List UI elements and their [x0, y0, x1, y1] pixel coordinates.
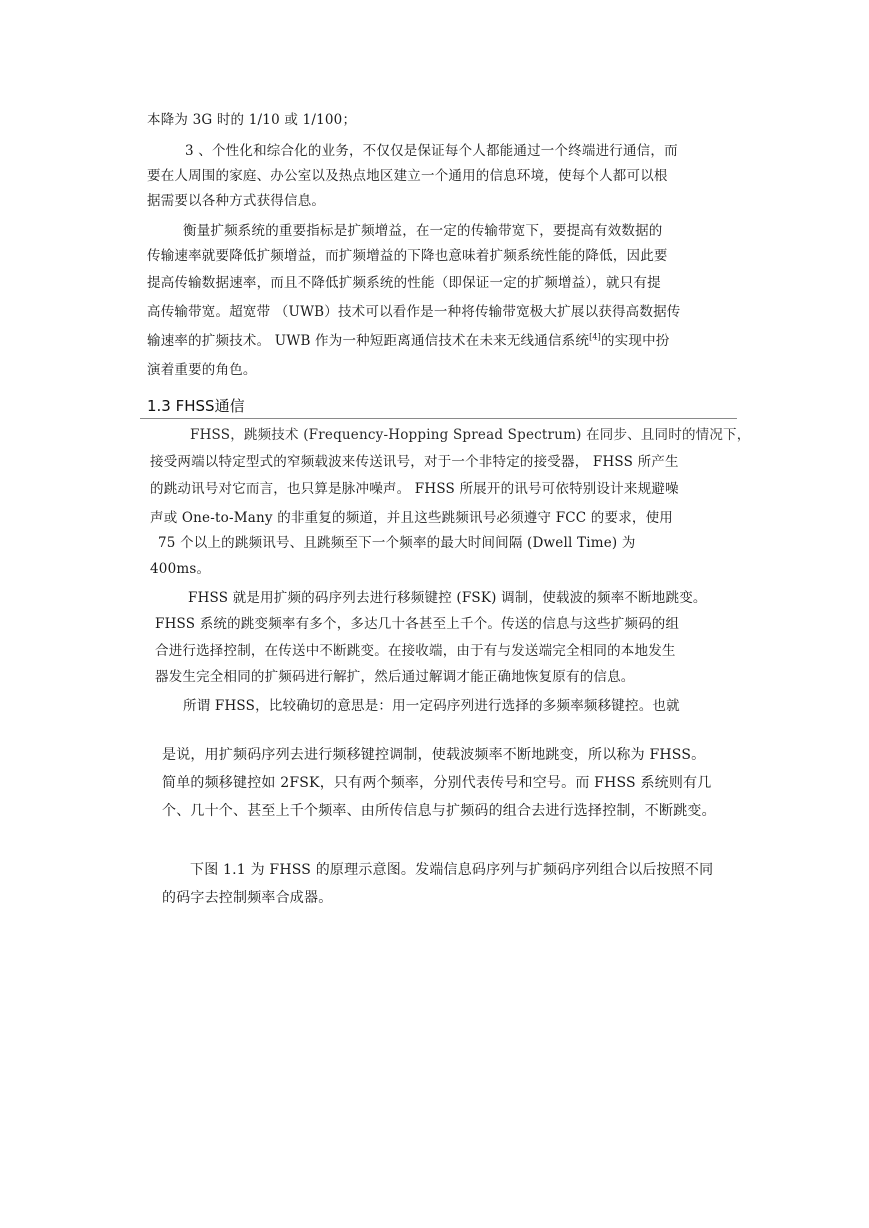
text-line: 据需要以各种方式获得信息。	[147, 193, 326, 209]
text-line: 高传输带宽。超宽带 （UWB）技术可以看作是一种将传输带宽极大扩展以获得高数据传	[147, 304, 681, 320]
text-line: 衡量扩频系统的重要指标是扩频增益，在一定的传输带宽下，要提高有效数据的	[183, 223, 663, 239]
text-line: 个、几十个、甚至上千个频率、由所传信息与扩频码的组合去进行选择控制，不断跳变。	[162, 803, 716, 819]
text-line: 所谓 FHSS，比较确切的意思是：用一定码序列进行选择的多频率频移键控。也就	[183, 698, 680, 714]
text-line: 演着重要的角色。	[147, 362, 257, 378]
text-line: 提高传输数据速率，而且不降低扩频系统的性能（即保证一定的扩频增益），就只有提	[147, 275, 661, 291]
text-segment: 输速率的扩频技术。 UWB 作为一种短距离通信技术在未来无线通信系统	[147, 333, 590, 349]
text-line: 传输速率就要降低扩频增益，而扩频增益的下降也意味着扩频系统性能的降低，因此要	[147, 248, 668, 264]
text-line: 器发生完全相同的扩频码进行解扩，然后通过解调才能正确地恢复原有的信息。	[155, 669, 635, 685]
text-line: FHSS 就是用扩频的码序列去进行移频键控 (FSK) 调制，使载波的频率不断地跳变。	[188, 590, 707, 606]
text-line: 本降为 3G 时的 1/10 或 1/100；	[147, 112, 357, 128]
text-line: 下图 1.1 为 FHSS 的原理示意图。发端信息码序列与扩频码序列组合以后按照不同	[190, 862, 714, 878]
text-line: 400ms。	[150, 561, 211, 577]
text-line: 的跳动讯号对它而言，也只算是脉冲噪声。 FHSS 所展开的讯号可依特别设计来规避噪	[150, 481, 679, 497]
text-line: 接受两端以特定型式的窄频载波来传送讯号，对于一个非特定的接受器， FHSS 所产生	[150, 454, 679, 470]
text-line: FHSS，跳频技术 (Frequency-Hopping Spread Spectrum) 在同步、且同时的情况下，	[190, 427, 751, 443]
text-line: 的码字去控制频率合成器。	[162, 890, 333, 906]
text-line: 要在人周围的家庭、办公室以及热点地区建立一个通用的信息环境，使每个人都可以根	[147, 168, 668, 184]
text-line: 75 个以上的跳频讯号、且跳频至下一个频率的最大时间间隔 (Dwell Time) 为	[158, 535, 636, 551]
citation-marker: [4]	[589, 332, 601, 342]
text-line: 是说，用扩频码序列去进行频移键控调制，使载波频率不断地跳变，所以称为 FHSS。	[162, 747, 706, 763]
heading-rule	[140, 418, 737, 419]
text-line: 简单的频移键控如 2FSK，只有两个频率，分别代表传号和空号。而 FHSS 系统则有几	[162, 775, 712, 791]
text-line: 合进行选择控制，在传送中不断跳变。在接收端，由于有与发送端完全相同的本地发生	[155, 643, 676, 659]
text-line: 声或 One-to-Many 的非重复的频道，并且这些跳频讯号必须遵守 FCC 的要求，使用	[150, 510, 674, 526]
text-line: 3 、个性化和综合化的业务，不仅仅是保证每个人都能通过一个终端进行通信，而	[185, 143, 678, 159]
text-line-with-citation	[147, 331, 670, 351]
text-segment: 的实现中扮	[601, 333, 670, 349]
section-heading: 1.3 FHSS通信	[147, 397, 245, 415]
text-line: FHSS 系统的跳变频率有多个，多达几十各甚至上千个。传送的信息与这些扩频码的组	[155, 616, 680, 632]
